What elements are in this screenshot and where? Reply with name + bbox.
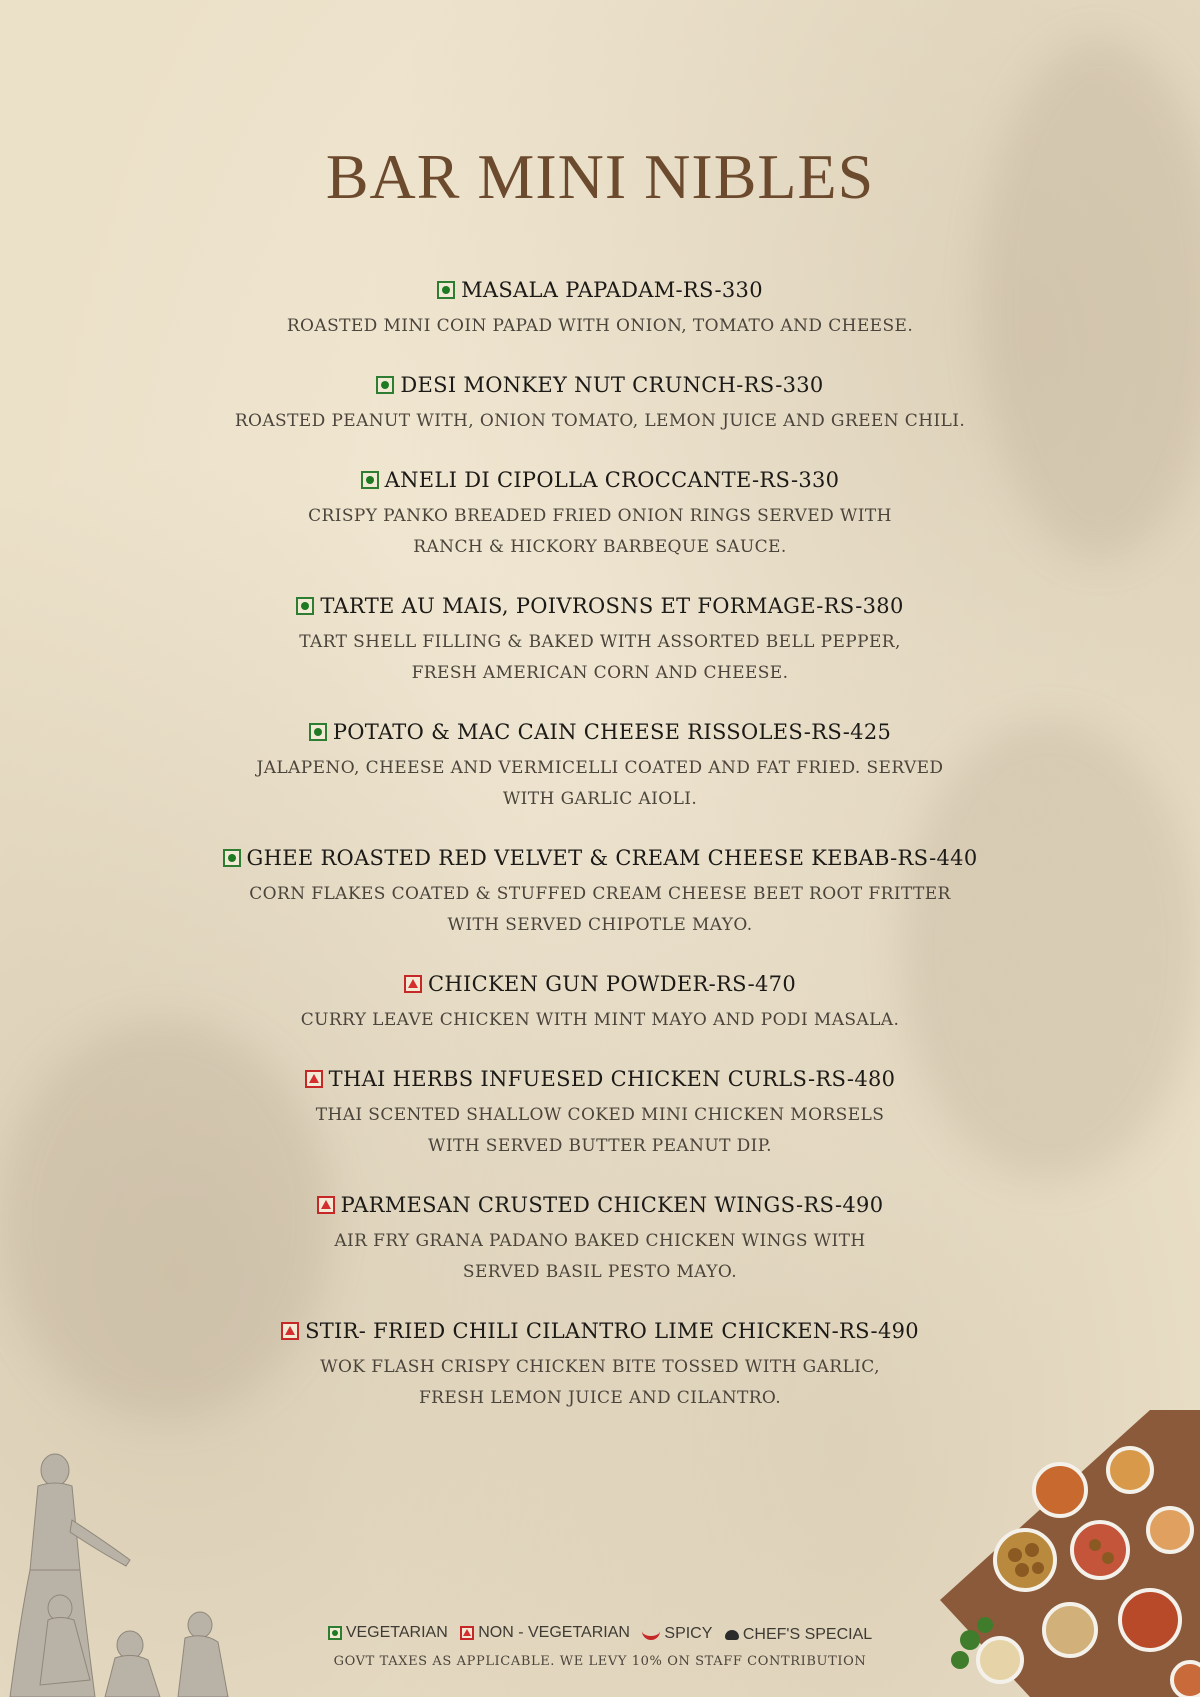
menu-item: [0, 846, 1200, 941]
chef-hat-icon: [725, 1630, 739, 1640]
menu-item-description: CURRY LEAVE CHICKEN WITH MINT MAYO AND PODI MASALA.: [300, 1010, 900, 1030]
legend-label: NON - VEGETARIAN: [478, 1624, 630, 1641]
menu-item-description: WOK FLASH CRISPY CHICKEN BITE TOSSED WITH GARLIC, FRESH LEMON JUICE AND CILANTRO.: [320, 1357, 880, 1408]
legend-chefs-special: [725, 1626, 872, 1644]
non-vegetarian-icon: [281, 1322, 299, 1340]
vegetarian-icon: [309, 723, 327, 741]
menu-item: [0, 594, 1200, 689]
legend-non-vegetarian: [460, 1624, 630, 1642]
vegetarian-icon: [296, 597, 314, 615]
menu-item-name: ANELI DI CIPOLLA CROCCANTE-RS-330: [384, 468, 840, 492]
menu-item-name: CHICKEN GUN POWDER-RS-470: [428, 972, 796, 996]
vegetarian-icon: [328, 1626, 342, 1640]
legend-label: VEGETARIAN: [345, 1624, 448, 1641]
vegetarian-icon: [223, 849, 241, 867]
menu-item-name: TARTE AU MAIS, POIVROSNS ET FORMAGE-RS-380: [320, 594, 904, 618]
non-vegetarian-icon: [305, 1070, 323, 1088]
menu-item: [0, 468, 1200, 563]
legend-label: CHEF'S SPECIAL: [742, 1626, 873, 1643]
menu-item-description: JALAPENO, CHEESE AND VERMICELLI COATED AND FAT FRIED. SERVED WITH GARLIC AIOLI.: [256, 758, 944, 809]
vegetarian-icon: [437, 281, 455, 299]
legend-vegetarian: [328, 1624, 448, 1642]
menu-item-description: CORN FLAKES COATED & STUFFED CREAM CHEESE BEET ROOT FRITTER WITH SERVED CHIPOTLE MAYO.: [249, 884, 951, 935]
menu-item-name: GHEE ROASTED RED VELVET & CREAM CHEESE KEBAB-RS-440: [246, 846, 978, 870]
menu-item-name: DESI MONKEY NUT CRUNCH-RS-330: [400, 373, 824, 397]
menu-item-description: AIR FRY GRANA PADANO BAKED CHICKEN WINGS WITH SERVED BASIL PESTO MAYO.: [334, 1231, 866, 1282]
menu-item: [0, 972, 1200, 1036]
menu-items-list: [0, 278, 1200, 1445]
menu-item-description: ROASTED MINI COIN PAPAD WITH ONION, TOMATO AND CHEESE.: [286, 316, 914, 336]
menu-item: [0, 373, 1200, 437]
menu-item-description: ROASTED PEANUT WITH, ONION TOMATO, LEMON JUICE AND GREEN CHILI.: [234, 411, 966, 431]
menu-item-description: TART SHELL FILLING & BAKED WITH ASSORTED BELL PEPPER, FRESH AMERICAN CORN AND CHEESE.: [299, 632, 901, 683]
menu-item: [0, 278, 1200, 342]
chili-icon: [642, 1628, 660, 1640]
legend-label: SPICY: [664, 1625, 713, 1642]
non-vegetarian-icon: [404, 975, 422, 993]
non-vegetarian-icon: [317, 1196, 335, 1214]
menu-item-name: MASALA PAPADAM-RS-330: [461, 278, 763, 302]
menu-item: [0, 1319, 1200, 1414]
vegetarian-icon: [361, 471, 379, 489]
menu-item-name: STIR- FRIED CHILI CILANTRO LIME CHICKEN-RS-490: [305, 1319, 919, 1343]
menu-item-description: CRISPY PANKO BREADED FRIED ONION RINGS SERVED WITH RANCH & HICKORY BARBEQUE SAUCE.: [308, 506, 892, 557]
vegetarian-icon: [376, 376, 394, 394]
menu-item: [0, 1193, 1200, 1288]
legend: [0, 1624, 1200, 1645]
menu-item-name: POTATO & MAC CAIN CHEESE RISSOLES-RS-425: [332, 720, 892, 744]
menu-item: [0, 1067, 1200, 1162]
menu-item-name: THAI HERBS INFUESED CHICKEN CURLS-RS-480: [328, 1067, 896, 1091]
menu-item-description: THAI SCENTED SHALLOW COKED MINI CHICKEN MORSELS WITH SERVED BUTTER PEANUT DIP.: [315, 1105, 885, 1156]
page-title: BAR MINI NIBLES: [325, 141, 875, 212]
legend-spicy: [642, 1625, 712, 1643]
tax-note: GOVT TAXES AS APPLICABLE. WE LEVY 10% ON STAFF CONTRIBUTION: [333, 1654, 867, 1669]
menu-item-name: PARMESAN CRUSTED CHICKEN WINGS-RS-490: [340, 1193, 884, 1217]
non-vegetarian-icon: [460, 1626, 474, 1640]
menu-item: [0, 720, 1200, 815]
